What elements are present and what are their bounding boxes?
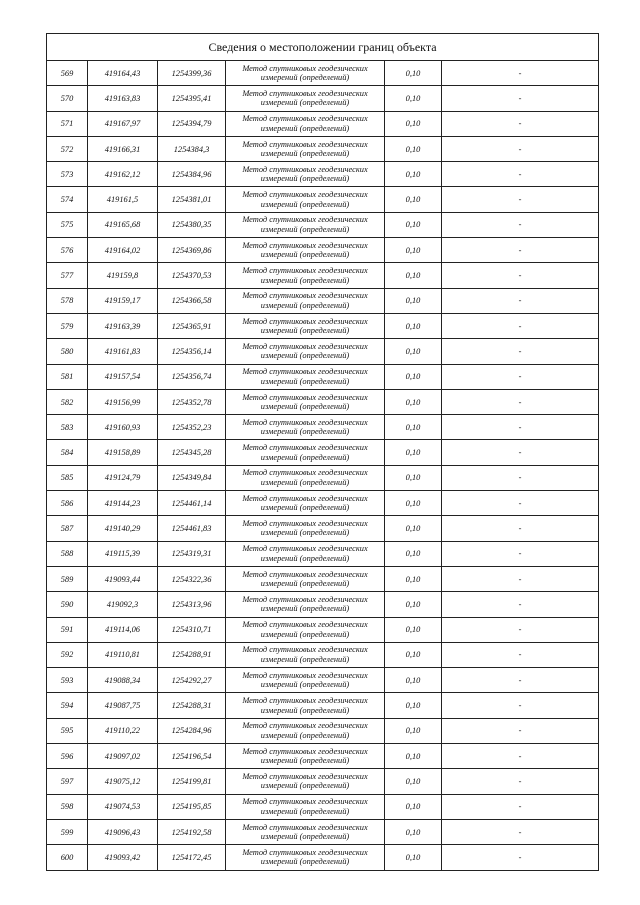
method-line-1: Метод спутниковых геодезических [242,291,368,301]
accuracy-cell: 0,10 [385,794,442,819]
method-cell [226,617,385,642]
method-line-2: измерений (определений) [260,579,350,589]
point-number-cell: 579 [47,313,88,338]
method-cell [226,566,385,591]
method-cell [226,516,385,541]
note-cell: - [442,212,599,237]
method-cell [226,491,385,516]
x-coordinate-cell: 419167,97 [88,111,158,136]
note-cell: - [442,136,599,161]
method-line-1: Метод спутниковых геодезических [242,594,368,604]
x-coordinate-cell: 419159,17 [88,288,158,313]
point-number-cell: 578 [47,288,88,313]
method-cell [226,111,385,136]
table-row [47,491,599,516]
method-line-2: измерений (определений) [260,300,350,310]
point-number-cell: 596 [47,744,88,769]
method-cell [226,313,385,338]
method-cell [226,693,385,718]
point-number-cell: 597 [47,769,88,794]
method-line-1: Метод спутниковых геодезических [242,215,368,225]
y-coordinate-cell: 1254352,23 [158,415,226,440]
point-number-cell: 591 [47,617,88,642]
method-cell [226,541,385,566]
note-cell: - [442,845,599,870]
note-cell: - [442,794,599,819]
method-line-2: измерений (определений) [260,629,350,639]
method-cell [226,668,385,693]
method-cell [226,845,385,870]
method-line-2: измерений (определений) [260,832,350,842]
note-cell: - [442,415,599,440]
method-line-1: Метод спутниковых геодезических [242,139,368,149]
method-line-1: Метод спутниковых геодезических [242,88,368,98]
note-cell: - [442,718,599,743]
method-line-2: измерений (определений) [260,705,350,715]
y-coordinate-cell: 1254370,53 [158,263,226,288]
accuracy-cell: 0,10 [385,263,442,288]
table-row [47,313,599,338]
y-coordinate-cell: 1254196,54 [158,744,226,769]
accuracy-cell: 0,10 [385,339,442,364]
y-coordinate-cell: 1254192,58 [158,819,226,844]
method-line-1: Метод спутниковых геодезических [242,696,368,706]
point-number-cell: 572 [47,136,88,161]
method-cell [226,794,385,819]
y-coordinate-cell: 1254461,83 [158,516,226,541]
note-cell: - [442,769,599,794]
method-line-1: Метод спутниковых геодезических [242,316,368,326]
note-cell: - [442,288,599,313]
table-row [47,212,599,237]
accuracy-cell: 0,10 [385,212,442,237]
table-row [47,136,599,161]
accuracy-cell: 0,10 [385,440,442,465]
point-number-cell: 585 [47,465,88,490]
table-row [47,61,599,86]
point-number-cell: 589 [47,566,88,591]
table-row [47,162,599,187]
method-line-1: Метод спутниковых геодезических [242,670,368,680]
table-row [47,288,599,313]
note-cell: - [442,693,599,718]
y-coordinate-cell: 1254284,96 [158,718,226,743]
y-coordinate-cell: 1254461,14 [158,491,226,516]
accuracy-cell: 0,10 [385,642,442,667]
method-cell [226,61,385,86]
method-line-1: Метод спутниковых геодезических [242,493,368,503]
y-coordinate-cell: 1254310,71 [158,617,226,642]
method-line-2: измерений (определений) [260,98,350,108]
method-line-2: измерений (определений) [260,275,350,285]
method-line-1: Метод спутниковых геодезических [242,645,368,655]
accuracy-cell: 0,10 [385,744,442,769]
note-cell: - [442,162,599,187]
method-cell [226,769,385,794]
accuracy-cell: 0,10 [385,111,442,136]
accuracy-cell: 0,10 [385,693,442,718]
method-line-2: измерений (определений) [260,199,350,209]
method-line-2: измерений (определений) [260,730,350,740]
y-coordinate-cell: 1254288,31 [158,693,226,718]
note-cell: - [442,617,599,642]
y-coordinate-cell: 1254288,91 [158,642,226,667]
method-line-2: измерений (определений) [260,680,350,690]
y-coordinate-cell: 1254356,14 [158,339,226,364]
y-coordinate-cell: 1254349,84 [158,465,226,490]
x-coordinate-cell: 419158,89 [88,440,158,465]
y-coordinate-cell: 1254195,85 [158,794,226,819]
method-cell [226,415,385,440]
method-cell [226,364,385,389]
y-coordinate-cell: 1254292,27 [158,668,226,693]
note-cell: - [442,263,599,288]
method-line-1: Метод спутниковых геодезических [242,746,368,756]
table-row [47,617,599,642]
table-row [47,389,599,414]
table-row [47,187,599,212]
y-coordinate-cell: 1254394,79 [158,111,226,136]
method-line-1: Метод спутниковых геодезических [242,569,368,579]
method-cell [226,465,385,490]
x-coordinate-cell: 419115,39 [88,541,158,566]
note-cell: - [442,364,599,389]
note-cell: - [442,668,599,693]
method-line-2: измерений (определений) [260,781,350,791]
x-coordinate-cell: 419161,5 [88,187,158,212]
method-line-2: измерений (определений) [260,553,350,563]
method-line-2: измерений (определений) [260,326,350,336]
method-cell [226,744,385,769]
point-number-cell: 574 [47,187,88,212]
accuracy-cell: 0,10 [385,566,442,591]
accuracy-cell: 0,10 [385,668,442,693]
method-line-2: измерений (определений) [260,123,350,133]
method-cell [226,642,385,667]
method-line-2: измерений (определений) [260,376,350,386]
accuracy-cell: 0,10 [385,541,442,566]
accuracy-cell: 0,10 [385,136,442,161]
method-line-2: измерений (определений) [260,427,350,437]
y-coordinate-cell: 1254199,81 [158,769,226,794]
y-coordinate-cell: 1254381,01 [158,187,226,212]
method-line-1: Метод спутниковых геодезических [242,544,368,554]
y-coordinate-cell: 1254345,28 [158,440,226,465]
method-cell [226,592,385,617]
x-coordinate-cell: 419124,79 [88,465,158,490]
method-line-2: измерений (определений) [260,351,350,361]
accuracy-cell: 0,10 [385,845,442,870]
accuracy-cell: 0,10 [385,465,442,490]
x-coordinate-cell: 419097,02 [88,744,158,769]
table-body [47,34,599,871]
table-title: Сведения о местоположении границ объекта [47,34,599,61]
x-coordinate-cell: 419093,44 [88,566,158,591]
note-cell: - [442,541,599,566]
point-number-cell: 594 [47,693,88,718]
x-coordinate-cell: 419166,31 [88,136,158,161]
method-cell [226,86,385,111]
method-line-2: измерений (определений) [260,73,350,83]
y-coordinate-cell: 1254322,36 [158,566,226,591]
method-line-1: Метод спутниковых геодезических [242,164,368,174]
point-number-cell: 593 [47,668,88,693]
accuracy-cell: 0,10 [385,288,442,313]
y-coordinate-cell: 1254384,96 [158,162,226,187]
method-cell [226,819,385,844]
accuracy-cell: 0,10 [385,389,442,414]
method-cell [226,136,385,161]
point-number-cell: 571 [47,111,88,136]
method-line-1: Метод спутниковых геодезических [242,63,368,73]
point-number-cell: 576 [47,238,88,263]
method-line-2: измерений (определений) [260,452,350,462]
method-cell [226,339,385,364]
accuracy-cell: 0,10 [385,769,442,794]
method-line-1: Метод спутниковых геодезических [242,468,368,478]
point-number-cell: 592 [47,642,88,667]
note-cell: - [442,440,599,465]
accuracy-cell: 0,10 [385,415,442,440]
table-row [47,794,599,819]
table-row [47,566,599,591]
method-line-1: Метод спутниковых геодезических [242,341,368,351]
note-cell: - [442,516,599,541]
x-coordinate-cell: 419160,93 [88,415,158,440]
x-coordinate-cell: 419088,34 [88,668,158,693]
method-line-2: измерений (определений) [260,149,350,159]
table-row [47,744,599,769]
boundary-coordinates-table [46,33,599,871]
point-number-cell: 590 [47,592,88,617]
x-coordinate-cell: 419114,06 [88,617,158,642]
method-cell [226,238,385,263]
table-row [47,516,599,541]
accuracy-cell: 0,10 [385,592,442,617]
point-number-cell: 583 [47,415,88,440]
method-cell [226,263,385,288]
table-row [47,819,599,844]
point-number-cell: 580 [47,339,88,364]
point-number-cell: 586 [47,491,88,516]
table-row [47,364,599,389]
method-cell [226,440,385,465]
point-number-cell: 588 [47,541,88,566]
note-cell: - [442,313,599,338]
x-coordinate-cell: 419159,8 [88,263,158,288]
x-coordinate-cell: 419164,02 [88,238,158,263]
method-cell [226,389,385,414]
accuracy-cell: 0,10 [385,819,442,844]
table-row [47,440,599,465]
note-cell: - [442,592,599,617]
point-number-cell: 581 [47,364,88,389]
table-title-row [47,34,599,61]
note-cell: - [442,465,599,490]
note-cell: - [442,238,599,263]
table-row [47,86,599,111]
accuracy-cell: 0,10 [385,187,442,212]
method-cell [226,162,385,187]
x-coordinate-cell: 419165,68 [88,212,158,237]
note-cell: - [442,566,599,591]
x-coordinate-cell: 419092,3 [88,592,158,617]
note-cell: - [442,819,599,844]
accuracy-cell: 0,10 [385,313,442,338]
table-row [47,465,599,490]
method-line-2: измерений (определений) [260,503,350,513]
method-line-1: Метод спутниковых геодезических [242,822,368,832]
method-line-2: измерений (определений) [260,174,350,184]
method-line-2: измерений (определений) [260,528,350,538]
method-line-1: Метод спутниковых геодезических [242,266,368,276]
method-line-2: измерений (определений) [260,756,350,766]
method-line-1: Метод спутниковых геодезических [242,721,368,731]
y-coordinate-cell: 1254365,91 [158,313,226,338]
method-line-1: Метод спутниковых геодезических [242,367,368,377]
y-coordinate-cell: 1254384,3 [158,136,226,161]
note-cell: - [442,187,599,212]
method-line-2: измерений (определений) [260,250,350,260]
x-coordinate-cell: 419140,29 [88,516,158,541]
accuracy-cell: 0,10 [385,238,442,263]
point-number-cell: 600 [47,845,88,870]
method-line-1: Метод спутниковых геодезических [242,114,368,124]
y-coordinate-cell: 1254369,86 [158,238,226,263]
note-cell: - [442,642,599,667]
x-coordinate-cell: 419093,42 [88,845,158,870]
method-cell [226,212,385,237]
method-cell [226,187,385,212]
table-row [47,668,599,693]
y-coordinate-cell: 1254319,31 [158,541,226,566]
accuracy-cell: 0,10 [385,491,442,516]
note-cell: - [442,491,599,516]
x-coordinate-cell: 419110,22 [88,718,158,743]
table-row [47,541,599,566]
y-coordinate-cell: 1254356,74 [158,364,226,389]
accuracy-cell: 0,10 [385,718,442,743]
note-cell: - [442,389,599,414]
x-coordinate-cell: 419156,99 [88,389,158,414]
accuracy-cell: 0,10 [385,86,442,111]
method-cell [226,288,385,313]
y-coordinate-cell: 1254399,36 [158,61,226,86]
method-line-1: Метод спутниковых геодезических [242,771,368,781]
x-coordinate-cell: 419075,12 [88,769,158,794]
method-line-1: Метод спутниковых геодезических [242,443,368,453]
point-number-cell: 582 [47,389,88,414]
point-number-cell: 599 [47,819,88,844]
point-number-cell: 598 [47,794,88,819]
x-coordinate-cell: 419087,75 [88,693,158,718]
point-number-cell: 584 [47,440,88,465]
point-number-cell: 573 [47,162,88,187]
table-row [47,111,599,136]
note-cell: - [442,744,599,769]
note-cell: - [442,61,599,86]
table-row [47,415,599,440]
method-line-2: измерений (определений) [260,604,350,614]
table-row [47,592,599,617]
note-cell: - [442,339,599,364]
x-coordinate-cell: 419163,83 [88,86,158,111]
x-coordinate-cell: 419074,53 [88,794,158,819]
table-row [47,693,599,718]
table-row [47,718,599,743]
method-line-1: Метод спутниковых геодезических [242,240,368,250]
table-row [47,238,599,263]
x-coordinate-cell: 419110,81 [88,642,158,667]
method-cell [226,718,385,743]
y-coordinate-cell: 1254313,96 [158,592,226,617]
x-coordinate-cell: 419144,23 [88,491,158,516]
method-line-1: Метод спутниковых геодезических [242,797,368,807]
table-row [47,845,599,870]
point-number-cell: 570 [47,86,88,111]
point-number-cell: 587 [47,516,88,541]
y-coordinate-cell: 1254352,78 [158,389,226,414]
method-line-1: Метод спутниковых геодезических [242,190,368,200]
table-row [47,339,599,364]
x-coordinate-cell: 419096,43 [88,819,158,844]
method-line-1: Метод спутниковых геодезических [242,392,368,402]
method-line-2: измерений (определений) [260,477,350,487]
accuracy-cell: 0,10 [385,516,442,541]
x-coordinate-cell: 419164,43 [88,61,158,86]
note-cell: - [442,111,599,136]
table-row [47,769,599,794]
point-number-cell: 575 [47,212,88,237]
method-line-1: Метод спутниковых геодезических [242,518,368,528]
note-cell: - [442,86,599,111]
point-number-cell: 595 [47,718,88,743]
table-row [47,263,599,288]
x-coordinate-cell: 419162,12 [88,162,158,187]
y-coordinate-cell: 1254366,58 [158,288,226,313]
x-coordinate-cell: 419157,54 [88,364,158,389]
table-row [47,642,599,667]
point-number-cell: 577 [47,263,88,288]
x-coordinate-cell: 419161,83 [88,339,158,364]
y-coordinate-cell: 1254172,45 [158,845,226,870]
y-coordinate-cell: 1254395,41 [158,86,226,111]
accuracy-cell: 0,10 [385,162,442,187]
method-line-1: Метод спутниковых геодезических [242,620,368,630]
method-line-1: Метод спутниковых геодезических [242,417,368,427]
y-coordinate-cell: 1254380,35 [158,212,226,237]
method-line-1: Метод спутниковых геодезических [242,847,368,857]
method-line-2: измерений (определений) [260,806,350,816]
method-line-2: измерений (определений) [260,224,350,234]
x-coordinate-cell: 419163,39 [88,313,158,338]
point-number-cell: 569 [47,61,88,86]
accuracy-cell: 0,10 [385,364,442,389]
method-line-2: измерений (определений) [260,402,350,411]
method-line-2: измерений (определений) [260,857,350,867]
accuracy-cell: 0,10 [385,61,442,86]
method-line-2: измерений (определений) [260,654,350,664]
accuracy-cell: 0,10 [385,617,442,642]
